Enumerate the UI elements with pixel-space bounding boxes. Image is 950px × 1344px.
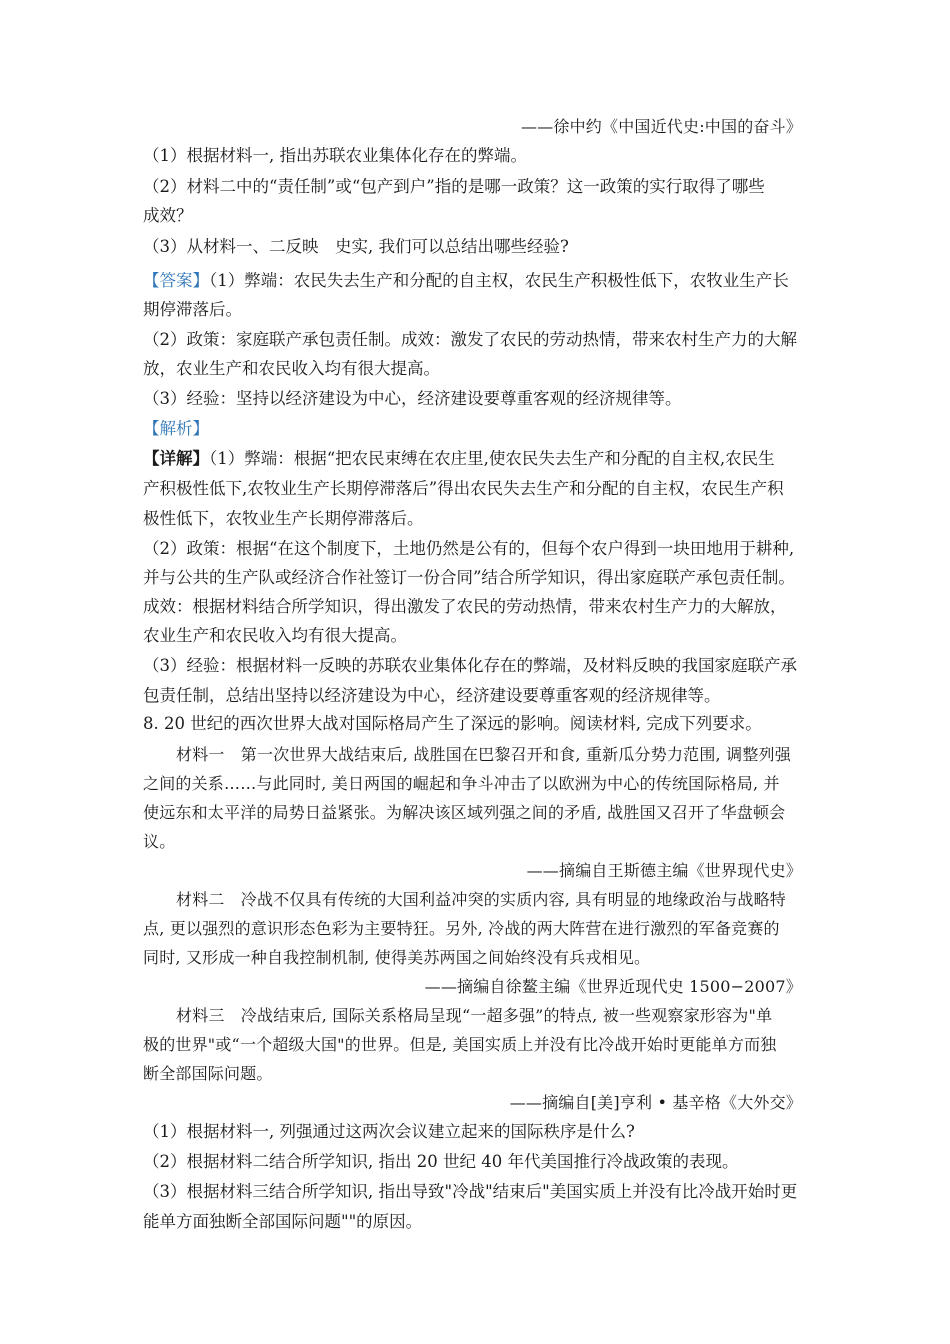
detail-line: 产积极性低下,农牧业生产长期停滞落后”得出农民失去生产和分配的自主权，农民生产积: [143, 479, 784, 498]
material-3-line: 材料三 冷战结束后, 国际关系格局呈现“一超多强”的特点, 被一些观察家形容为"单: [176, 1006, 773, 1025]
answer-tag: 【答案】: [143, 271, 209, 290]
answer-line: 期停滞落后。: [143, 300, 242, 319]
material-1-line: 之间的关系……与此同时, 美日两国的崛起和争斗冲击了以欧洲为中心的传统国际格局, 并: [143, 774, 780, 793]
detail-line: 成效：根据材料结合所学知识，得出激发了农民的劳动热情，带来农村生产力的大解放，: [143, 597, 787, 616]
answer-line: （3）经验：坚持以经济建设为中心，经济建设要尊重客观的经济规律等。: [143, 389, 682, 408]
analysis-tag: 【解析】: [143, 419, 209, 438]
answer-line: 放，农业生产和农民收入均有很大提高。: [143, 359, 440, 378]
material-1-line: 议。: [143, 832, 176, 851]
material-2-line: 同时, 又形成一种自我控制机制, 使得美苏两国之间始终没有兵戎相见。: [143, 948, 651, 967]
q7-question-1: （1）根据材料一, 指出苏联农业集体化存在的弊端。: [143, 146, 527, 165]
answer-text: （1）弊端：农民失去生产和分配的自主权，农民生产积极性低下，农牧业生产长: [209, 271, 789, 290]
q8-question-1: （1）根据材料一, 列强通过这两次会议建立起来的国际秩序是什么?: [143, 1122, 635, 1141]
material-3-source: ——摘编自[美]亨利 • 基辛格《大外交》: [509, 1093, 802, 1112]
material-2-line: 点, 更以强烈的意识形态色彩为主要特狂。另外, 冷战的两大阵营在进行激烈的军备竞赛的: [143, 919, 780, 938]
detail-line: 极性低下，农牧业生产长期停滞落后。: [143, 509, 424, 528]
detail-line: （2）政策：根据“在这个制度下，土地仍然是公有的，但每个农户得到一块田地用于耕种,: [143, 539, 795, 558]
material-1-line: 使远东和太平洋的局势日益紧张。为解决该区域列强之间的矛盾, 战胜国又召开了华盘顿会: [143, 803, 786, 822]
material-1-line: 材料一 第一次世界大战结束后, 战胜国在巴黎召开和食, 重新瓜分势力范围, 调整列强: [176, 745, 791, 764]
source-citation: ——徐中约《中国近代史:中国的奋斗》: [521, 117, 802, 136]
q7-question-2-line: 成效？: [143, 206, 193, 225]
material-2-source: ——摘编自徐鳌主编《世界近现代史 1500−2007》: [424, 977, 802, 996]
detail-line: [143, 449, 775, 469]
material-3-line: 极的世界"或“一个超级大国"的世界。但是, 美国实质上并没有比冷战开始时更能单方而独: [143, 1035, 777, 1054]
detail-tag: 【详解】: [143, 449, 209, 468]
detail-line: 农业生产和农民收入均有很大提高。: [143, 626, 407, 645]
q8-question-2: （2）根据材料二结合所学知识, 指出 20 世纪 40 年代美国推行冷战政策的表现。: [143, 1152, 739, 1171]
answer-line: [143, 271, 789, 291]
answer-line: （2）政策：家庭联产承包责任制。成效：激发了农民的劳动热情，带来农村生产力的大解: [143, 330, 797, 349]
material-2-line: 材料二 冷战不仅具有传统的大国利益冲突的实质内容, 具有明显的地缘政治与战略特: [176, 890, 786, 909]
material-3-line: 断全部国际问题。: [143, 1064, 273, 1083]
detail-line: 并与公共的生产队或经济合作社签订一份合同”结合所学知识，得出家庭联产承包责任制。: [143, 568, 795, 587]
detail-line: （3）经验：根据材料一反映的苏联农业集体化存在的弊端，及材料反映的我国家庭联产承: [143, 656, 797, 675]
detail-text: （1）弊端：根据“把农民束缚在农庄里,使农民失去生产和分配的自主权,农民生: [209, 449, 775, 468]
q8-title: 8. 20 世纪的西次世界大战对国际格局产生了深远的影响。阅读材料, 完成下列要求。: [143, 714, 762, 733]
material-1-source: ——摘编自王斯德主编《世界现代史》: [526, 861, 802, 880]
detail-line: 包责任制，总结出坚持以经济建设为中心，经济建设要尊重客观的经济规律等。: [143, 686, 721, 705]
q7-question-3: （3）从材料一、二反映 史实, 我们可以总结出哪些经验?: [143, 237, 569, 256]
q8-question-3-line: （3）根据材料三结合所学知识, 指出导致"冷战"结束后"美国实质上并没有比冷战开始时更: [143, 1182, 798, 1201]
q8-question-3-line: 能单方面独断全部国际问题""的原因。: [143, 1212, 423, 1231]
q7-question-2-line: （2）材料二中的“责任制”或“包产到户”指的是哪一政策？这一政策的实行取得了哪些: [143, 177, 765, 196]
